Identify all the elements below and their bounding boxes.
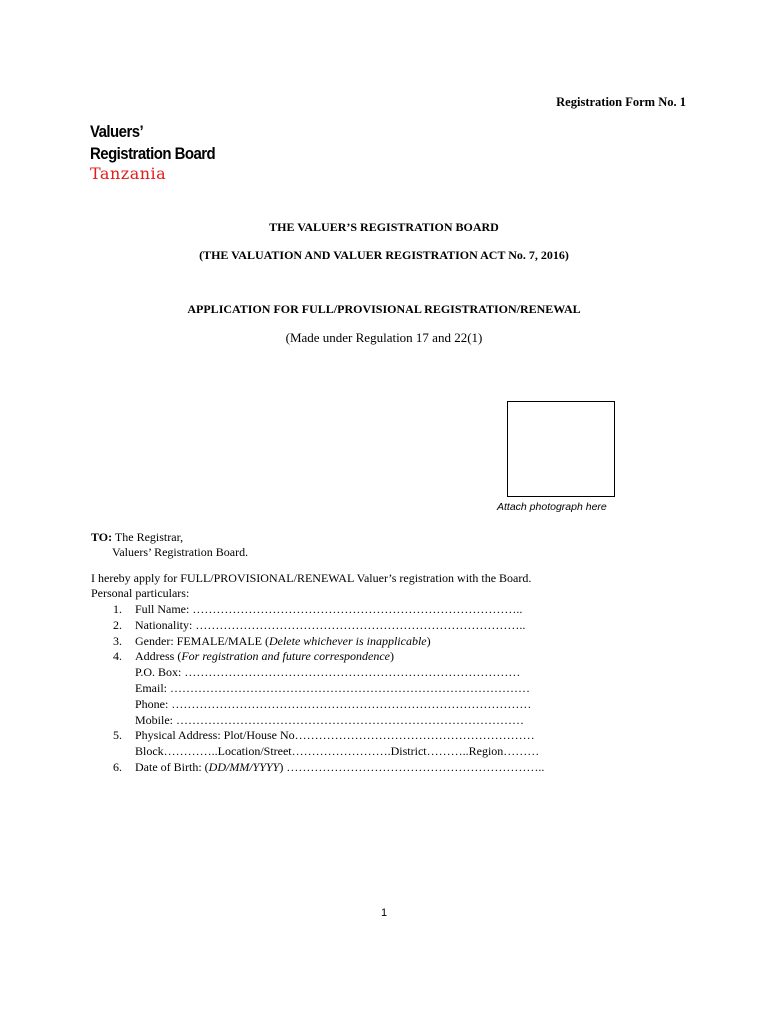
- list-item-note: For registration and future correspondence: [181, 649, 390, 664]
- form-number: Registration Form No. 1: [556, 95, 686, 109]
- addressee-block: [91, 530, 248, 560]
- list-item-text: [135, 634, 431, 650]
- list-item-label: Mobile: ……………………………………………………………………………: [135, 712, 524, 727]
- list-item-note: DD/MM/YYYY: [208, 759, 280, 774]
- list-item-number: 4.: [113, 649, 122, 664]
- list-item-text: [135, 618, 525, 634]
- addressee-line-2: Valuers’ Registration Board.: [112, 545, 249, 559]
- list-item-label: Physical Address: Plot/House No……………………………………………………: [135, 728, 535, 743]
- list-item-label: Full Name: ………………………………………………………………………..: [135, 602, 523, 616]
- list-item-label: Block…………..Location/Street…………………….District………..Region………: [135, 744, 540, 759]
- list-item-number: 2.: [113, 617, 122, 632]
- list-item-label: Date of Birth: (: [135, 759, 209, 774]
- list-item-text: [135, 649, 394, 665]
- regulation-subtitle: (Made under Regulation 17 and 22(1): [285, 330, 483, 345]
- list-item-label: P.O. Box: …………………………………………………………………………: [135, 665, 521, 680]
- list-item-suffix: ): [389, 649, 394, 664]
- list-item-text: [135, 728, 535, 744]
- list-item-text: [135, 760, 544, 776]
- list-item-label: Phone: ………………………………………………………………………………: [135, 696, 532, 711]
- list-item-text: [135, 697, 531, 713]
- page-number: 1: [380, 907, 388, 919]
- list-item-label: Address (: [135, 649, 182, 664]
- logo-line-2: Registration Board: [90, 144, 216, 163]
- intro-block: [91, 571, 531, 601]
- list-item-text: [135, 681, 530, 697]
- logo-line-1: Valuers’: [90, 122, 144, 141]
- addressee-line-1: The Registrar,: [114, 530, 184, 544]
- act-title: (THE VALUATION AND VALUER REGISTRATION ACT No. 7, 2016): [199, 248, 569, 262]
- board-logo: [90, 121, 232, 183]
- list-item-number: 3.: [113, 633, 122, 648]
- list-item-suffix: ) ………………………………………………………..: [279, 759, 545, 774]
- board-title: THE VALUER’S REGISTRATION BOARD: [269, 220, 499, 234]
- intro-line-1: I hereby apply for FULL/PROVISIONAL/RENEWAL Valuer’s registration with the Board.: [91, 571, 532, 585]
- logo-country: Tanzania: [90, 164, 167, 183]
- list-item-label: Nationality: ………………………………………………………………………..: [135, 617, 526, 632]
- list-item-note: Delete whichever is inapplicable: [268, 633, 427, 648]
- photo-caption: Attach photograph here: [497, 501, 607, 513]
- list-item-number: 1.: [113, 602, 122, 616]
- intro-line-2: Personal particulars:: [91, 586, 190, 600]
- list-item-text: [135, 744, 539, 760]
- to-label: TO:: [91, 530, 113, 544]
- list-item-label: Email: ………………………………………………………………………………: [135, 680, 530, 695]
- list-item-suffix: ): [426, 633, 431, 648]
- list-item-text: [135, 602, 522, 618]
- list-item-label: Gender: FEMALE/MALE (: [135, 633, 269, 648]
- photo-box: [507, 401, 615, 497]
- application-title: APPLICATION FOR FULL/PROVISIONAL REGISTRATION/RENEWAL: [187, 302, 581, 316]
- list-item-text: [135, 713, 524, 729]
- list-item-number: 5.: [113, 728, 122, 743]
- list-item-text: [135, 665, 520, 681]
- list-item-number: 6.: [113, 759, 122, 774]
